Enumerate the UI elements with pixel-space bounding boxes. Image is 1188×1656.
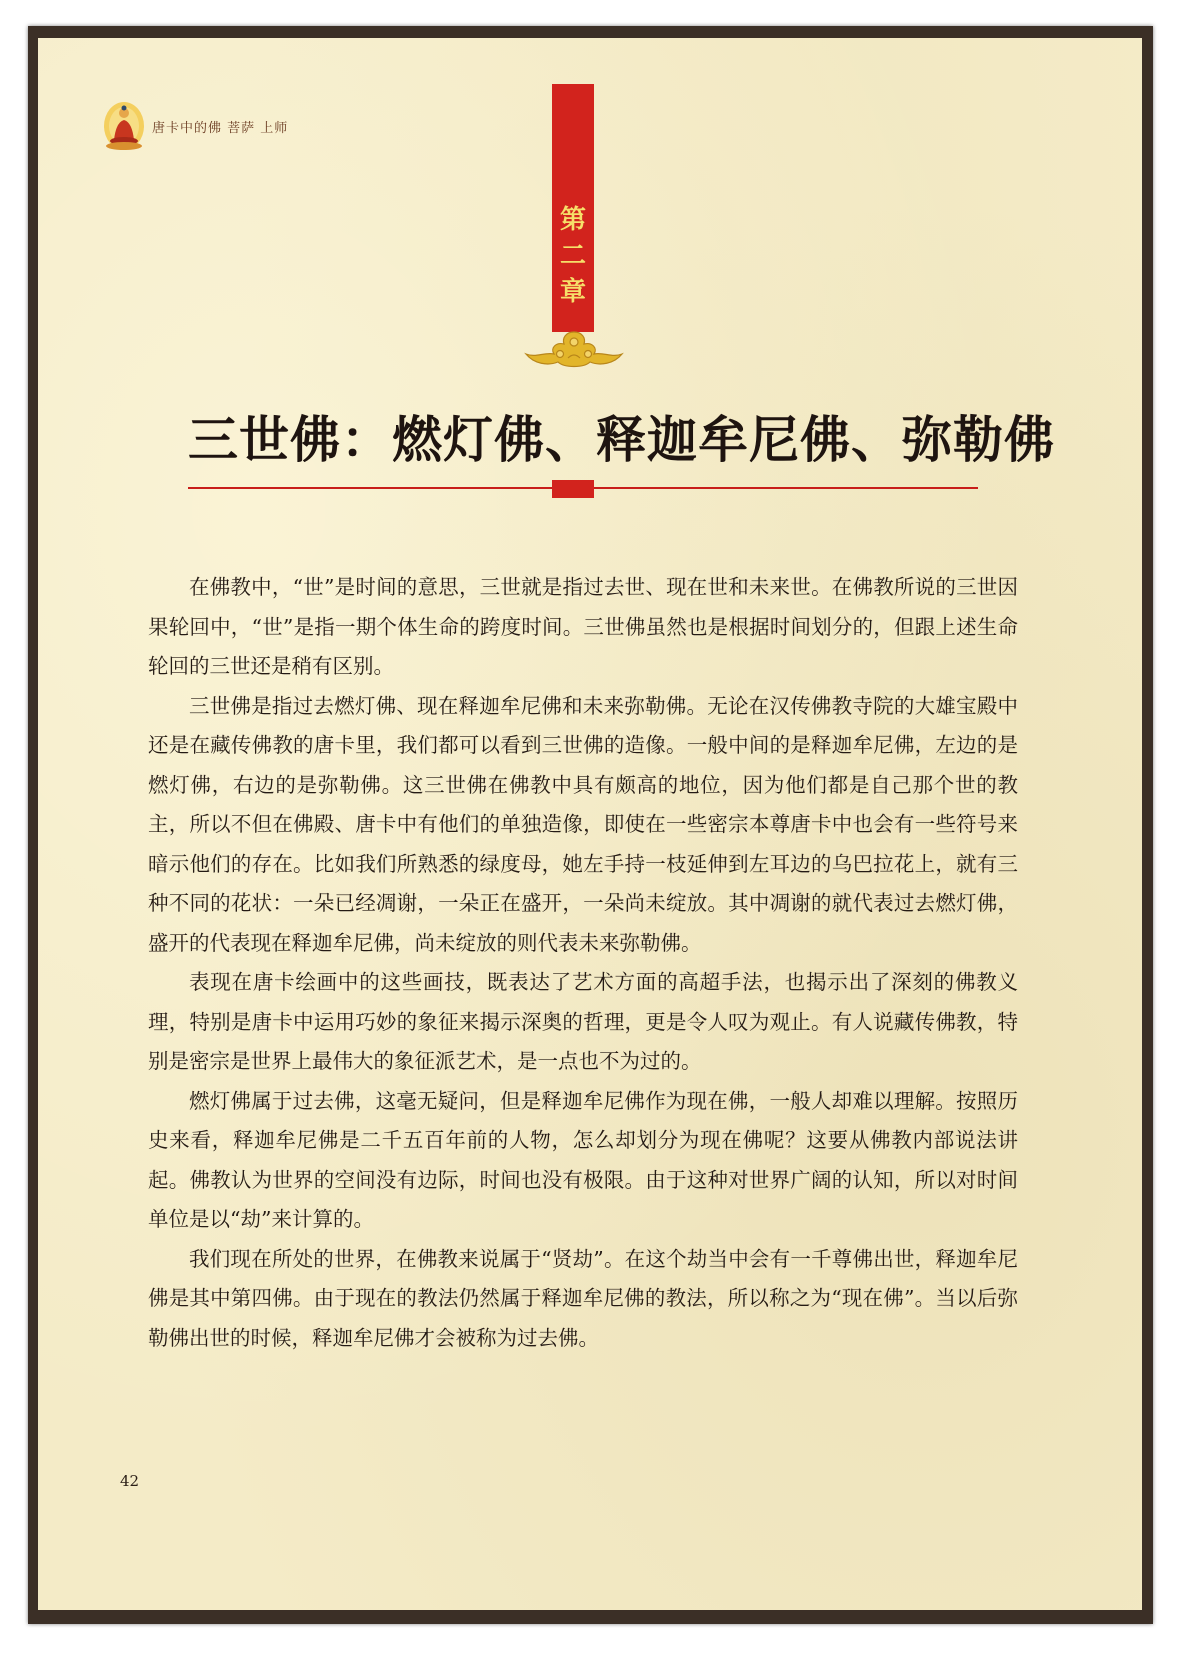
body-text — [148, 568, 1018, 1358]
chapter-char: 二 — [559, 241, 586, 271]
seated-buddha-icon — [100, 100, 148, 152]
chapter-char: 第 — [559, 205, 586, 235]
title-rule-tab — [552, 480, 594, 498]
chapter-title: 三世佛：燃灯佛、释迦牟尼佛、弥勒佛 — [188, 410, 1055, 469]
page-number: 42 — [120, 1472, 140, 1490]
auspicious-cloud-icon — [522, 324, 626, 374]
chapter-tab — [552, 84, 594, 332]
paragraph: 表现在唐卡绘画中的这些画技，既表达了艺术方面的高超手法，也揭示出了深刻的佛教义理，特别是唐卡中运用巧妙的象征来揭示深奥的哲理，更是令人叹为观止。有人说藏传佛教，特别是密宗是世界上最伟大的象征派艺术，是一点也不为过的。 — [148, 970, 1018, 1073]
running-head — [100, 100, 288, 152]
paragraph: 在佛教中，“世”是时间的意思，三世就是指过去世、现在世和未来世。在佛教所说的三世因果轮回中，“世”是指一期个体生命的跨度时间。三世佛虽然也是根据时间划分的，但跟上述生命轮回的三世还是稍有区别。 — [148, 575, 1018, 678]
book-page — [38, 38, 1142, 1610]
paragraph: 我们现在所处的世界，在佛教来说属于“贤劫”。在这个劫当中会有一千尊佛出世，释迦牟尼佛是其中第四佛。由于现在的教法仍然属于释迦牟尼佛的教法，所以称之为“现在佛”。当以后弥勒佛出世的时候，释迦牟尼佛才会被称为过去佛。 — [148, 1246, 1018, 1350]
paragraph: 燃灯佛属于过去佛，这毫无疑问，但是释迦牟尼佛作为现在佛，一般人却难以理解。按照历史来看，释迦牟尼佛是二千五百年前的人物，怎么却划分为现在佛呢？这要从佛教内部说法讲起。佛教认为世界的空间没有边际，时间也没有极限。由于这种对世界广阔的认知，所以对时间单位是以“劫”来计算的。 — [148, 1088, 1018, 1231]
chapter-char: 章 — [559, 277, 586, 307]
running-head-title: 唐卡中的佛 菩萨 上师 — [152, 120, 289, 136]
paragraph: 三世佛是指过去燃灯佛、现在释迦牟尼佛和未来弥勒佛。无论在汉传佛教寺院的大雄宝殿中还是在藏传佛教的唐卡里，我们都可以看到三世佛的造像。一般中间的是释迦牟尼佛，左边的是燃灯佛，右边的是弥勒佛。这三世佛在佛教中具有颇高的地位，因为他们都是自己那个世的教主，所以不但在佛殿、唐卡中有他们的单独造像，即使在一些密宗本尊唐卡中也会有一些符号来暗示他们的存在。比如我们所熟悉的绿度母，她左手持一枝延伸到左耳边的乌巴拉花上，就有三种不同的花状：一朵已经凋谢，一朵正在盛开，一朵尚未绽放。其中凋谢的就代表过去燃灯佛，盛开的代表现在释迦牟尼佛，尚未绽放的则代表未来弥勒佛。 — [148, 693, 1018, 955]
